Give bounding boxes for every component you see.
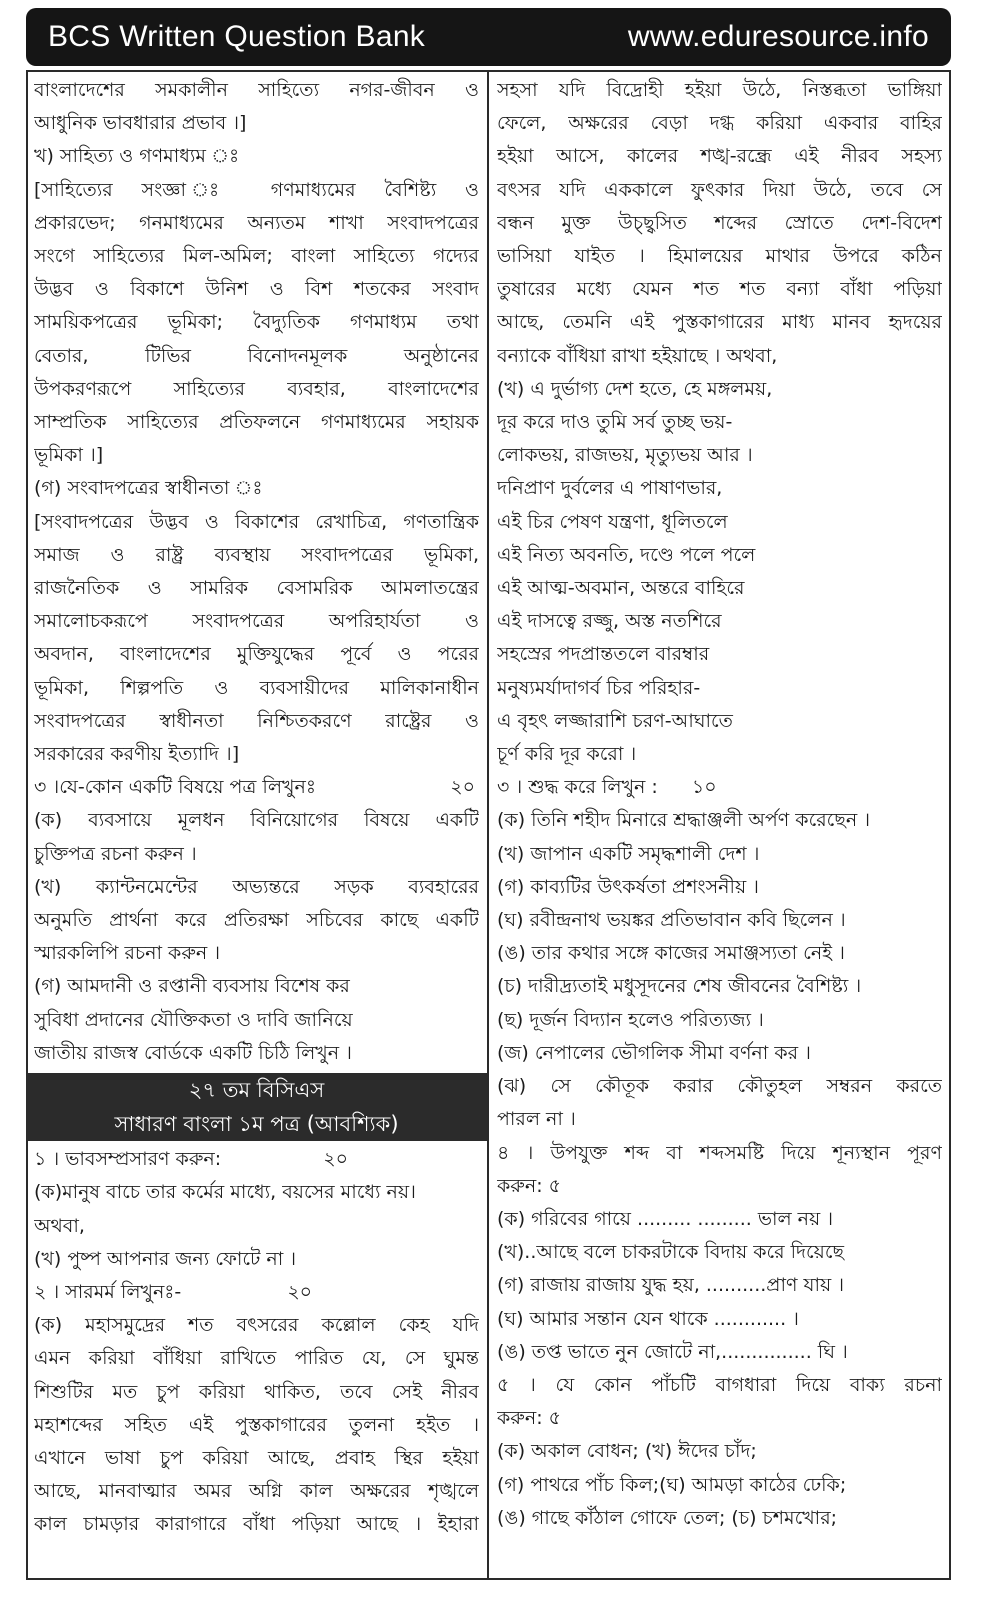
text-line: (ঙ) তার কথার সঙ্গে কাজের সমাঞ্জস্যতা নেই । xyxy=(497,942,845,965)
text-line: উপকরণরূপে সাহিত্যের ব্যবহার, বাংলাদেশের xyxy=(34,377,479,400)
text-line: (ছ) দূর্জন বিদ্যান হলেও পরিত্যজ্য । xyxy=(497,1008,764,1031)
text-line: (খ) ক্যান্টনমেন্টের অভ্যন্তরে সড়ক ব্যবহারের xyxy=(34,875,479,898)
text-line: ভূমিকা ।] xyxy=(34,444,104,467)
text-line: ফেলে, অক্ষরের বেড়া দগ্ধ করিয়া একবার বাহির xyxy=(497,112,942,135)
text-line: (গ) আমদানী ও রপ্তানী ব্যবসায় বিশেষ কর xyxy=(34,975,350,998)
text-line: (ঘ) আমার সন্তান যেন থাকে ............ । xyxy=(497,1307,799,1330)
poem-line: দূর করে দাও তুমি সর্ব তুচ্ছ ভয়- xyxy=(497,411,733,434)
text-line: [সাহিত্যের সংজ্ঞা ঃ গণমাধ্যমের বৈশিষ্ট্য ও xyxy=(34,178,479,201)
text-line: মহাশব্দের সহিত এই পুস্তকাগারের তুলনা হইত । xyxy=(34,1413,479,1436)
text-line: করুন: ৫ xyxy=(497,1407,561,1430)
text-line: পারল না । xyxy=(497,1108,576,1131)
banner-subtitle: সাধারণ বাংলা ১ম পত্র (আবশ্যিক) xyxy=(114,1112,399,1137)
text-line: সমাজ ও রাষ্ট্র ব্যবস্থায় সংবাদপত্রের ভূমিকা, xyxy=(34,543,479,566)
text-line: চুক্তিপত্র রচনা করুন । xyxy=(34,842,197,865)
question-label: ৩ । শুদ্ধ করে লিখুন : xyxy=(497,776,658,799)
text-line: (খ) জাপান একটি সমৃদ্ধশালী দেশ । xyxy=(497,842,760,865)
question-label: ৩ ।যে-কোন একটি বিষয়ে পত্র লিখুনঃ xyxy=(34,776,316,799)
exam-banner xyxy=(26,1073,487,1141)
header-site: www.eduresource.info xyxy=(627,20,929,53)
text-line: (চ) দারীদ্র্যতাই মধুসূদনের শেষ জীবনের বৈশিষ্ট্য । xyxy=(497,975,862,998)
question-3-heading xyxy=(497,771,942,804)
text-line: (ক) ব্যবসায়ে মূলধন বিনিয়োগের বিষয়ে একটি xyxy=(34,809,479,832)
question-marks: ২০ xyxy=(287,1280,313,1303)
text-line: এখানে ভাষা চুপ করিয়া আছে, প্রবাহ স্থির হইয়া xyxy=(34,1446,479,1469)
poem-line: লোকভয়, রাজভয়, মৃত্যুভয় আর । xyxy=(497,444,753,467)
text-line: রাজনৈতিক ও সামরিক বেসামরিক আমলাতন্ত্রের xyxy=(34,577,479,600)
text-line: ৫ । যে কোন পাঁচটি বাগধারা দিয়ে বাক্য রচনা xyxy=(497,1373,942,1396)
poem-line: এ বৃহৎ লজ্জারাশি চরণ-আঘাতে xyxy=(497,709,733,732)
text-line: বন্ধন মুক্ত উচ্ছ্বসিত শব্দের স্রোতে দেশ-বিদেশ xyxy=(497,211,942,234)
column-divider xyxy=(487,70,489,1580)
question-marks: ১০ xyxy=(691,776,717,799)
poem-line: এই দাসত্বে রজ্জু, অস্ত নতশিরে xyxy=(497,610,722,633)
text-line: (গ) পাথরে পাঁচ কিল;(ঘ) আমড়া কাঠের ঢেকি; xyxy=(497,1473,847,1496)
text-line: সাময়িকপত্রের ভূমিকা; বৈদ্যুতিক গণমাধ্যম তথা xyxy=(34,311,479,334)
text-line: তুষারের মধ্যে যেমন শত শত বন্যা বাঁধা পড়িয়া xyxy=(497,278,942,301)
poem-line: এই নিত্য অবনতি, দণ্ডে পলে পলে xyxy=(497,543,756,566)
text-line: (গ) কাব্যটির উৎকর্ষতা প্রশংসনীয় । xyxy=(497,875,759,898)
text-line: (ঙ) তপ্ত ভাতে নুন জোটে না,............... ঘি । xyxy=(497,1340,848,1363)
text-line: (ঙ) গাছে কাঁঠাল গোফে তেল; (চ) চশমখোর; xyxy=(497,1506,838,1529)
text-line: বেতার, টিভির বিনোদনমূলক অনুষ্ঠানের xyxy=(34,344,479,367)
text-line: সংবাদপত্রের স্বাধীনতা নিশ্চিতকরণে রাষ্ট্রের ও xyxy=(34,709,479,732)
page-header xyxy=(26,8,951,66)
section-heading: খ) সাহিত্য ও গণমাধ্যম ঃ xyxy=(34,145,240,168)
text-line: অবদান, বাংলাদেশের মুক্তিযুদ্ধের পূর্বে ও পরের xyxy=(34,643,479,666)
text-line: [সংবাদপত্রের উদ্ভব ও বিকাশের রেখাচিত্র, গণতান্ত্রিক xyxy=(34,510,479,533)
text-line: সুবিধা প্রদানের যৌক্তিকতা ও দাবি জানিয়ে xyxy=(34,1008,353,1031)
left-column xyxy=(34,74,479,1542)
question-marks: ২০ xyxy=(450,776,475,799)
text-line: সরকারের করণীয় ইত্যাদি ।] xyxy=(34,743,240,766)
text-line: এমন করিয়া বাঁধিয়া রাখিতে পারিত যে, সে ঘুমন্ত xyxy=(34,1347,479,1370)
text-line: সমালোচকরূপে সংবাদপত্রের অপরিহার্যতা ও xyxy=(34,610,479,633)
poem-line: এই চির পেষণ যন্ত্রণা, ধূলিতলে xyxy=(497,510,728,533)
text-line: ভাসিয়া যাইত । হিমালয়ের মাথার উপরে কঠিন xyxy=(497,245,942,268)
text-line: (জ) নেপালের ভৌগলিক সীমা বর্ণনা কর । xyxy=(497,1041,811,1064)
text-line: (খ) পুষ্প আপনার জন্য ফোটে না । xyxy=(34,1247,297,1270)
text-line: (গ) রাজায় রাজায় যুদ্ধ হয়, ..........প্রাণ যায় । xyxy=(497,1274,844,1297)
text-line: সহসা যদি বিদ্রোহী হইয়া উঠে, নিস্তব্ধতা ভাঙ্গিয়া xyxy=(497,79,942,101)
question-label: ১ । ভাবসম্প্রসারণ করুন: xyxy=(34,1148,222,1171)
right-column xyxy=(497,74,942,1535)
poem-line: মনুষ্যমর্যাদাগর্ব চির পরিহার- xyxy=(497,676,701,699)
text-line: (ক) তিনি শহীদ মিনারে শ্রদ্ধাঞ্জলী অর্পণ করেছেন । xyxy=(497,809,871,832)
poem-line: এই আত্ম-অবমান, অন্তরে বাহিরে xyxy=(497,577,745,600)
poem-line: (খ) এ দুর্ভাগ্য দেশ হতে, হে মঙ্গলময়, xyxy=(497,377,773,400)
poem-line: চূর্ণ করি দূর করো । xyxy=(497,743,637,766)
text-line: কাল চামড়ার কারাগারে বাঁধা পড়িয়া আছে । ইহারা xyxy=(34,1513,479,1536)
question-2-heading xyxy=(34,1276,479,1309)
poem-line: দনিপ্রাণ দুর্বলের এ পাষাণভার, xyxy=(497,477,723,500)
section-heading: (গ) সংবাদপত্রের স্বাধীনতা ঃ xyxy=(34,477,263,500)
text-line: (ক) গরিবের গায়ে ......... ......... ভাল নয় । xyxy=(497,1207,834,1230)
text-line: জাতীয় রাজস্ব বোর্ডকে একটি চিঠি লিখুন । xyxy=(34,1041,352,1064)
text-line: উদ্ভব ও বিকাশে উনিশ ও বিশ শতকের সংবাদ xyxy=(34,278,479,301)
banner-title: ২৭ তম বিসিএস xyxy=(188,1078,325,1103)
text-line: (খ)..আছে বলে চাকরটাকে বিদায় করে দিয়েছে xyxy=(497,1241,845,1264)
header-title: BCS Written Question Bank xyxy=(48,20,426,53)
text-line: ৪ । উপযুক্ত শব্দ বা শব্দসমষ্টি দিয়ে শূন্যস্থান পূরণ xyxy=(497,1141,942,1164)
text-line: অথবা, xyxy=(34,1214,85,1237)
question-3-heading xyxy=(34,771,479,804)
text-line: (ক) মহাসমুদ্রের শত বৎসরের কল্লোল কেহ যদি xyxy=(34,1314,479,1337)
text-line: করুন: ৫ xyxy=(497,1174,561,1197)
text-line: (ঝ) সে কৌতূক করার কৌতুহল সম্বরন করতে xyxy=(497,1075,942,1098)
text-line: (ক)মানুষ বাচে তার কর্মের মাধ্যে, বয়সের মাধ্যে নয়। xyxy=(34,1181,416,1204)
text-line: আছে, তেমনি এই পুস্তকাগারের মাধ্য মানব হৃদয়ের xyxy=(497,311,942,334)
text-line: (ক) অকাল বোধন; (খ) ঈদের চাঁদ; xyxy=(497,1440,757,1463)
text-line: বন্যাকে বাঁধিয়া রাখা হইয়াছে । অথবা, xyxy=(497,344,778,367)
poem-line: সহস্রের পদপ্রান্ততলে বারম্বার xyxy=(497,643,710,666)
text-line: বৎসর যদি এককালে ফুৎকার দিয়া উঠে, তবে সে xyxy=(497,178,942,201)
question-marks: ২০ xyxy=(323,1148,348,1171)
text-line: বাংলাদেশের সমকালীন সাহিত্যে নগর-জীবন ও xyxy=(34,79,479,101)
text-line: হইয়া আসে, কালের শঙ্খ-রন্ধ্রে এই নীরব সহস্য xyxy=(497,145,942,168)
question-1-heading xyxy=(34,1143,479,1176)
text-line: (ঘ) রবীন্দ্রনাথ ভয়ঙ্কর প্রতিভাবান কবি ছিলেন । xyxy=(497,909,846,932)
question-label: ২ । সারমর্ম লিখুনঃ- xyxy=(34,1280,182,1303)
text-line: সংগে সাহিত্যের মিল-অমিল; বাংলা সাহিত্যে গদ্যের xyxy=(34,245,479,268)
text-line: আছে, মানবাত্মার অমর অগ্নি কাল অক্ষরের শৃঙ্খলে xyxy=(34,1480,479,1503)
text-line: ভূমিকা, শিল্পপতি ও ব্যবসায়ীদের মালিকানাধীন xyxy=(34,676,479,699)
text-line: স্মারকলিপি রচনা করুন । xyxy=(34,942,221,965)
text-line: প্রকারভেদ; গনমাধ্যমের অন্যতম শাখা সংবাদপত্রের xyxy=(34,211,479,234)
text-line: সাম্প্রতিক সাহিত্যের প্রতিফলনে গণমাধ্যমের সহায়ক xyxy=(34,411,479,434)
text-line: অনুমতি প্রার্থনা করে প্রতিরক্ষা সচিবের কাছে একটি xyxy=(34,909,479,932)
text-line: শিশুটির মত চুপ করিয়া থাকিত, তবে সেই নীরব xyxy=(34,1380,479,1403)
text-line: আধুনিক ভাবধারার প্রভাব ।] xyxy=(34,112,247,135)
